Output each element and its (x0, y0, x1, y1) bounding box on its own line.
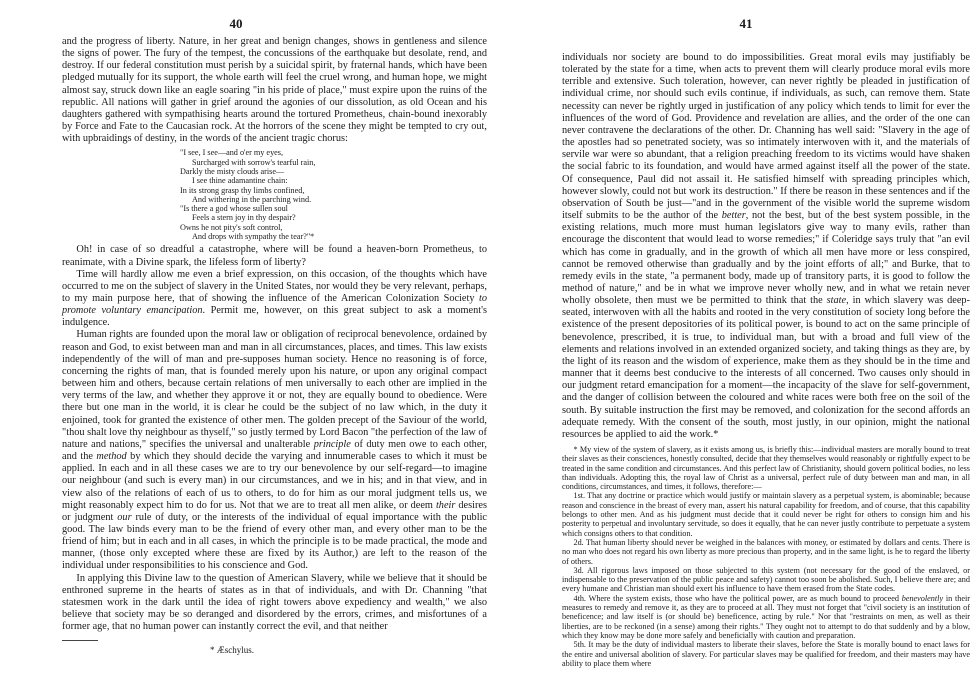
poem-quotation (180, 148, 487, 241)
paragraph (62, 269, 487, 330)
text-run: of duty men owe to each other, and the (62, 438, 487, 463)
footnote-item: 1st. That any doctrine or practice which would justify or maintain slavery as a perpetual system, is abominable; because reason and conscience in the breast of every man, assert his natural capability for freedom, and of course, that this capability belongs to other men. And as his judgment must decide that it could never be right for others to consign him and his posterity to perpetual and involuntary servitude, so does it equally, that he can never justly contribute to perpetuate a system which consigns others to that condition. (562, 491, 970, 538)
text-run: Human rights are founded upon the moral law or obligation of reciprocal benevolence, ordained by reason and God, to exist between man and man in all circumstances, places, and times. This law exists independently of the will of man and pre-supposes human society. Hence no reasoning is of force, concerning the rights of man, that is founded merely upon his nature, or upon any original compact between him and others, because certain relations of men universally to each other are implied in the very terms of the law, and whether they approve it or not, they are equally bound to obedience. Were there but one man in the world, it is clear he could be the subject of no law which, in the duty it enjoined, took for granted the existence of other men. The golden precept of the Saviour of the world, "thou shalt love thy neighbour as thyself," so justly termed by Lord Bacon "the perfection of the law of nature and nations," specifies the universal and unalterable (62, 329, 487, 450)
poem-line: Surcharged with sorrow's tearful rain, (192, 157, 316, 167)
emphasis: state (826, 295, 847, 307)
text-run: Time will hardly allow me even a brief expression, on this occasion, of the thoughts which have occurred to me on the subject of slavery in the United States, nor would they be very relevant, perhaps, to my main purpose here, that of showing the influence of the American Colonization Society (62, 268, 487, 304)
poem-line: In its strong grasp thy limbs confined, (180, 185, 305, 195)
emphasis: method (96, 451, 127, 463)
text-run: by which they should decide the varying and innumerable cases to which it must be applied. In each and in all these cases we are to try our benevolence by our self-regard—to imagine our neighbour (and such is every man) in our circumstances, and we in his; and in that view, and in view also of the relations of each of us to others, to do for him as our moral judgment tells us, we might reasonably expect him to do for us. Not that we are to treat all men alike, or deem (62, 451, 487, 511)
poem-line: And withering in the parching wind. (192, 194, 312, 204)
poem-line: I see thine adamantine chain: (192, 176, 288, 186)
footnote-item: 3d. All rigorous laws imposed on those subjected to this system (not necessary for the good of the enslaved, or indispensable to the preservation of the public peace and safety) cannot too soon be abolished. Such, I believe there are; and every humane and Christian man should exert his influence to have them erased from the State codes. (562, 565, 970, 594)
text-run: in their measures to remedy and remove it, as they are to proceed at all. They must not forget that "civil society is an institution of beneficence; and law itself is (or should be) beneficence, acting by rule." Nor that "restraints on men, as well as their liberties, are to be reckoned (in a sense) among their rights." They ought not to attempt to do that suddenly and by a blow, which they know may be done more safely and beneficially with caution and preparation. (562, 593, 970, 640)
text-run: . Permit me, however, on this great subject to ask a moment's indulgence. (62, 305, 487, 329)
text-run: , not the best, but of the best system possible, in the existing relations, much more must human legislators give way to many evils, rather than encourage the discontent that would lead to worse remedies;" if Coleridge says truly that "an evil which has come in gradually, and in the growth of which all men have more or less conspired, cannot be removed otherwise than gradually and by the joint efforts of all;" and Burke, that to remedy evils in the state, "a permanent body, made up of transitory parts, it is good to follow the method of nature," and be in what we improve never wholly new, and in what we retain never wholly obsolete, then must we be permitted to think that the (562, 210, 970, 307)
poem-line: "Is there a god whose sullen soul (180, 204, 288, 214)
footnote-block (562, 445, 970, 668)
poem-line: "I see, I see—and o'er my eyes, (180, 148, 284, 158)
text-run: rule of duty, or the interests of the individual of equal importance with the public good. The law binds every man to be the friend of every other man, and every other man to be the friend of him; but in each and in all cases, in which the principle is to be made practical, the mode and manner, (those only excepted where these are fixed by its Author,) are left to the reason of the individual under responsibilities to his conscience and God. (62, 511, 487, 572)
footnote-item (562, 594, 970, 640)
footnote-item: 2d. That human liberty should never be weighed in the balances with money, or estimated by dollars and cents. There is no man who does not regard his own liberty as more precious than property, and in the same light, is he to regard the liberty of others. (562, 537, 970, 566)
paragraph: Oh! in case of so dreadful a catastrophe, where will be found a heaven-born Prometheus, to reanimate, with a Divine spark, the lifeless form of liberty? (62, 244, 487, 268)
footnote-paragraph: * My view of the system of slavery, as it exists among us, is briefly this:—individual masters are morally bound to treat their slaves as their consciences, honestly consulted, decide that they themselves would reasonably or rightfully expect to be treated in the same condition and circumstances. And this perfect law of Christianity, should govern political bodies, no less than individuals. Adopting this, the royal law of Christ as a universal, perfect rule of duty between man and man, in all conditions, circumstances, and times, it follows, therefore:— (562, 445, 970, 492)
page-number: 40 (229, 16, 243, 31)
poem-line: Darkly the misty clouds arise— (180, 167, 285, 176)
paragraph: and the progress of liberty. Nature, in her great and benign changes, shows in gentleness and silence the signs of power. The fury of the tempest, the concussions of the earthquake but desolate, rend, and destroy. If our federal constitution must perish by a suicidal spirit, by fraternal hands, which have been pledged mutually for its support, the whole earth will feel the cruel wrong, and human hope, we might almost say, struck down like an eagle soaring "in his pride of place," must expire upon the ruins of the republic. All nations will gather in grief around the agonies of our dissolution, as old Ocean and his daughters gathered with sympathising hearts around the tortured Prometheus, chain-bound inexorably by Force and Fate to the Caucasian rock. At the horrors of the scene they might be tempted to cry out, with upbraidings of destiny, in the words of the ancient tragic chorus: (62, 36, 487, 145)
footnote: * Æschylus. (210, 645, 255, 655)
emphasis: better (721, 210, 746, 222)
text-run: individuals nor society are bound to do impossibilities. Great moral evils may justifiably be tolerated by the state for a time, when acts to prevent them will clearly produce moral evils more terrible and extensive. Such toleration, however, can never rightly be pleaded in justification of individual crime, nor should such evils continue, if individuals, as such, can remove them. State necessity can never be rightly urged in justification of any policy which tends to limit for ever the influences of the word of God. Providence and revelation are allies, and the order of the one can never contravene the declarations of the other. Dr. Channing has well said: "Slavery in the age of the apostles had so penetrated society, was so intimately interwoven with it, and the materials of servile war were so abundant, that a religion preaching freedom to its victims would have shaken the social fabric to its foundation, and would have armed against itself all the power of the state. Of consequence, Paul did not assail it. He satisfied himself with spreading principles which, however slowly, could not but work its destruction." If there be reason in these sentences and if the observation of South be just—"and in the government of the visible world the supreme wisdom itself submits to be the author of the (562, 52, 970, 222)
text-run: desires or judgment (62, 499, 487, 523)
emphasis: principle (313, 438, 351, 450)
right-page (490, 0, 980, 690)
emphasis: benevolently (901, 593, 944, 603)
paragraph: In applying this Divine law to the question of American Slavery, while we believe that it should be enthroned supreme in the hearts of states as in that of individuals, and with Dr. Channing "that statesmen work in the dark until the idea of right towers above expediency and wealth," we also believe that society may be so deranged and disordered by the errors, crimes, and misfortunes of a former age, that no human power can instantly correct the evil, and that neither (62, 572, 487, 633)
paragraph (562, 52, 970, 441)
text-column (62, 36, 487, 633)
poem-line: And drops with sympathy the tear?"* (192, 232, 315, 242)
text-column (562, 52, 970, 668)
page-number: 41 (739, 16, 753, 31)
poem-line: Feels a stern joy in thy despair? (192, 213, 296, 223)
footnote-rule (62, 640, 98, 641)
text-run: , in which slavery was deep-seated, interwoven with all the habits and rooted in the very constitution of society long before the existence of the present depositories of its political power, is bound to act on the same principle of benevolence, prescribed, it is true, to individual man, but with a broad and full view of the elements and relations involved in an extended organized society, and taking things as they are, by the light of its reason and the wisdom of experience, make them as they should be in the time and manner that it deems best conducive to the interests of all concerned. Two causes only should in our judgment retard emancipation for a moment—the incapacity of the slave for self-government, and the danger of collision between the coloured and white races were both free on the soil of the south. By suitable instruction the first may be removed, and colonization for the second affords an adequate remedy. With the consent of the south, most justly, in our opinion, might the national resources be applied to aid the work.* (562, 295, 971, 440)
text-run: 4th. Where the system exists, those who have the political power, are as much bound to proceed (573, 593, 902, 603)
footnote-item: 5th. It may be the duty of individual masters to liberate their slaves, before the State is morally bound to enact laws for the entire and universal abolition of slavery. For particular slaves may be qualified for freedom, and their masters may have ability to place them where (562, 640, 970, 668)
emphasis: their (435, 499, 456, 511)
paragraph (62, 329, 487, 572)
poem-line: Owns he not pity's soft control, (180, 222, 283, 232)
emphasis: our (117, 511, 132, 523)
emphasis: to promote voluntary emancipation (62, 293, 487, 317)
